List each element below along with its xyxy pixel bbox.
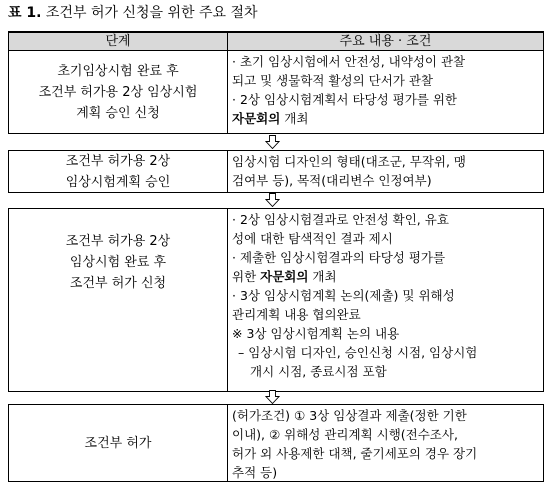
content-line: · 초기 임상시험에서 안전성, 내약성이 관찰 — [232, 54, 466, 69]
stage-cell — [9, 209, 228, 391]
stage-cell — [9, 405, 228, 481]
content-cell — [228, 405, 543, 481]
table-title — [8, 3, 258, 23]
bold-term: 자문회의 — [260, 269, 309, 284]
content-line: · 제출한 임상시험결과의 타당성 평가를 — [232, 250, 446, 265]
stage-line: 조건부 허가용 2상 — [65, 153, 171, 169]
step-row — [8, 404, 544, 482]
stage-line: 조건부 허가 — [84, 435, 152, 451]
stage-line: 조건부 허가 신청 — [69, 276, 167, 291]
content-line: 개시 시점, 종료시점 포함 — [250, 364, 387, 379]
stage-line: 계획 승인 신청 — [76, 105, 160, 121]
content-cell — [228, 151, 543, 192]
stage-line: 조건부 허가용 2상 — [65, 234, 171, 249]
stage-cell — [9, 151, 228, 192]
content-cell — [228, 209, 543, 391]
content-line: 위한 자문회의 개최 — [232, 269, 337, 284]
content-cell — [228, 51, 543, 133]
stage-line: 임상시험계획 승인 — [65, 174, 171, 190]
content-line: – 임상시험 디자인, 승인신청 시점, 임상시험 — [238, 345, 478, 360]
content-line: · 3상 임상시험계획 논의(제출) 및 위해성 — [232, 288, 455, 303]
bold-term: 자문회의 — [232, 111, 281, 126]
content-line: 되고 및 생물학적 활성의 단서가 관찰 — [232, 73, 433, 88]
content-line: 허가 외 사용제한 대책, 줄기세포의 경우 장기 — [232, 446, 478, 461]
stage-line: 초기임상시험 완료 후 — [57, 63, 179, 79]
content-line: 관리계획 내용 협의완료 — [232, 307, 361, 322]
table-label: 표 1. — [8, 5, 42, 21]
stage-line: 임상시험 완료 후 — [69, 255, 167, 270]
stage-line: 조건부 허가용 2상 임상시험 — [38, 84, 198, 100]
header-stage: 단계 — [9, 33, 228, 50]
content-line: · 2상 임상시험결과로 안전성 확인, 유효 — [232, 212, 449, 227]
step-row — [8, 208, 544, 392]
content-line: (허가조건) ① 3상 임상결과 제출(정한 기한 — [232, 408, 467, 423]
table-title-text: 조건부 허가 신청을 위한 주요 절차 — [45, 5, 258, 21]
content-line: · 2상 임상시험계획서 타당성 평가를 위한 — [232, 92, 457, 107]
content-line: 추적 등) — [232, 465, 278, 480]
down-arrow-icon — [265, 390, 280, 404]
content-line: ※ 3상 임상시험계획 논의 내용 — [232, 326, 400, 341]
down-arrow-icon — [265, 135, 280, 149]
content-line: 이내), ② 위해성 관리계획 시행(전수조사, — [232, 427, 458, 442]
header-content: 주요 내용 · 조건 — [339, 33, 432, 49]
step-row — [8, 50, 544, 134]
down-arrow-icon — [265, 193, 280, 207]
content-line: 임상시험 디자인의 형태(대조군, 무작위, 맹 — [232, 154, 466, 169]
content-line: 검여부 등), 목적(대리변수 인정여부) — [232, 173, 432, 188]
content-line: 성에 대한 탐색적인 결과 제시 — [232, 231, 393, 246]
step-row — [8, 150, 544, 193]
content-line: 자문회의 개최 — [232, 111, 309, 126]
stage-cell — [9, 51, 228, 133]
table-header — [8, 31, 544, 51]
